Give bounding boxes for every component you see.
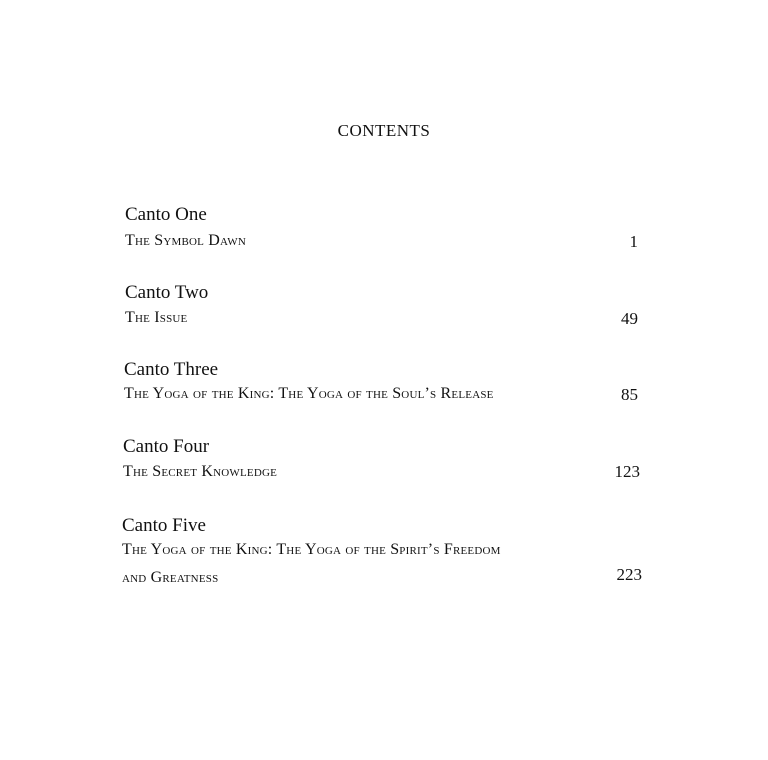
chapter-title-continuation: and Greatness: [122, 569, 219, 586]
chapter-title: The Issue: [125, 309, 188, 326]
page-number: 49: [621, 309, 638, 328]
canto-label: Canto Two: [125, 282, 209, 303]
canto-label: Canto Four: [123, 436, 210, 457]
page-number: 123: [614, 462, 640, 481]
page-number: 223: [616, 565, 642, 584]
chapter-title: The Symbol Dawn: [125, 232, 247, 249]
canto-label: Canto One: [125, 204, 207, 225]
chapter-title: The Secret Knowledge: [123, 463, 278, 480]
canto-label: Canto Three: [124, 359, 219, 380]
chapter-title: The Yoga of the King: The Yoga of the Spirit’s Freedom: [122, 541, 501, 558]
page-number: 85: [621, 385, 638, 404]
canto-label: Canto Five: [122, 515, 206, 536]
chapter-title: The Yoga of the King: The Yoga of the Soul’s Release: [124, 385, 494, 402]
contents-heading: CONTENTS: [337, 121, 431, 140]
page-number: 1: [629, 232, 638, 251]
